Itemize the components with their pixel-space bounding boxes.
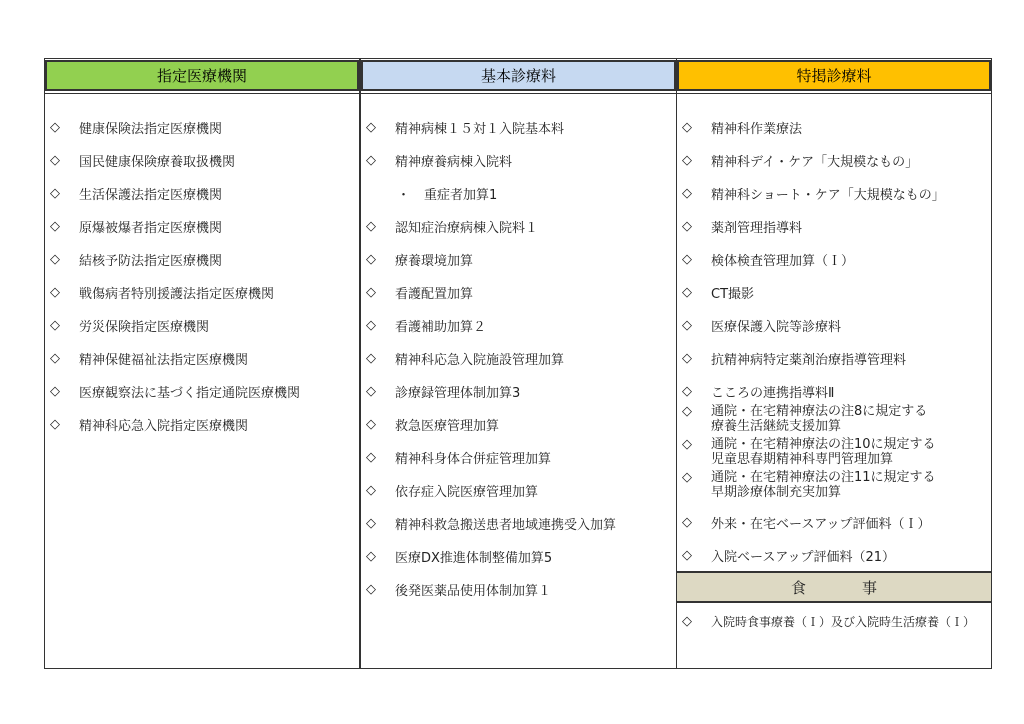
list-item [45, 282, 359, 302]
list-item [361, 249, 676, 269]
list-item [677, 249, 991, 269]
list-item [361, 183, 676, 203]
diamond-bullet-icon: ◇ [366, 515, 376, 531]
list-item-label: 戦傷病者特別援護法指定医療機関 [79, 286, 275, 302]
list-item-label: 医療保護入院等診療料 [711, 319, 842, 335]
list-item-label: 看護配置加算 [395, 286, 474, 302]
list-item [361, 348, 676, 368]
list-item [45, 117, 359, 137]
diamond-bullet-icon: ◇ [366, 119, 376, 135]
list-item [677, 470, 991, 502]
diamond-bullet-icon: ◇ [366, 548, 376, 564]
list-item [677, 348, 991, 368]
diamond-bullet-icon: ◇ [682, 152, 692, 168]
list-item-label: 通院・在宅精神療法の注10に規定する 児童思春期精神科専門管理加算 [711, 437, 936, 467]
list-item [361, 447, 676, 467]
list-item-label: 精神科ショート・ケア「大規模なもの」 [711, 187, 945, 203]
bullet-dot-icon: ・ [397, 187, 411, 203]
list-item [677, 437, 991, 469]
list-item [45, 414, 359, 434]
list-item-label: 検体検査管理加算（Ｉ） [711, 253, 855, 269]
list-item [45, 249, 359, 269]
diamond-bullet-icon: ◇ [366, 152, 376, 168]
column-header: 指定医療機関 [45, 60, 359, 91]
list-item [45, 315, 359, 335]
list-item [45, 150, 359, 170]
list-item [677, 381, 991, 401]
diamond-bullet-icon: ◇ [682, 185, 692, 201]
diamond-bullet-icon: ◇ [366, 284, 376, 300]
list-item-label: 入院ベースアップ評価料（21） [711, 549, 895, 565]
meal-header-right: 事 [862, 578, 878, 597]
list-item-label: 抗精神病特定薬剤治療指導管理料 [711, 352, 907, 368]
list-item-label: 精神科救急搬送患者地域連携受入加算 [395, 517, 617, 533]
list-item [361, 480, 676, 500]
diamond-bullet-icon: ◇ [366, 251, 376, 267]
divider [45, 93, 359, 94]
list-item-label: 重症者加算1 [424, 187, 498, 203]
diamond-bullet-icon: ◇ [366, 581, 376, 597]
list-item-label: 結核予防法指定医療機関 [79, 253, 223, 269]
diamond-bullet-icon: ◇ [366, 350, 376, 366]
list-item [361, 381, 676, 401]
list-item [45, 216, 359, 236]
diamond-bullet-icon: ◇ [366, 449, 376, 465]
diamond-bullet-icon: ◇ [682, 470, 692, 485]
list-item-label: 国民健康保険療養取扱機関 [79, 154, 236, 170]
list-item [45, 348, 359, 368]
list-item-label: 医療DX推進体制整備加算5 [395, 550, 553, 566]
list-item [361, 414, 676, 434]
list-item-label: 後発医薬品使用体制加算１ [395, 583, 552, 599]
list-item-label: 救急医療管理加算 [395, 418, 500, 434]
list-item-label: 労災保険指定医療機関 [79, 319, 210, 335]
list-item-label: 通院・在宅精神療法の注8に規定する 療養生活継続支援加算 [711, 404, 928, 434]
diamond-bullet-icon: ◇ [366, 317, 376, 333]
column-header: 特掲診療料 [677, 60, 991, 91]
meal-header [677, 571, 991, 603]
list-item [677, 150, 991, 170]
list-item-label: 認知症治療病棟入院料１ [395, 220, 539, 236]
diamond-bullet-icon: ◇ [682, 547, 692, 563]
diamond-bullet-icon: ◇ [682, 284, 692, 300]
list-item-label: 精神科応急入院施設管理加算 [395, 352, 565, 368]
diamond-bullet-icon: ◇ [682, 317, 692, 333]
list-item [677, 512, 991, 532]
diamond-bullet-icon: ◇ [50, 317, 60, 333]
diamond-bullet-icon: ◇ [50, 218, 60, 234]
list-item [361, 315, 676, 335]
divider [677, 93, 991, 94]
list-item-label: 看護補助加算２ [395, 319, 487, 335]
list-item-label: 外来・在宅ベースアップ評価料（Ｉ） [711, 516, 931, 532]
list-item-label: 精神療養病棟入院料 [395, 154, 513, 170]
divider [361, 93, 676, 94]
diamond-bullet-icon: ◇ [50, 383, 60, 399]
list-item-label: 診療録管理体制加算3 [395, 385, 521, 401]
meal-item [677, 611, 991, 631]
list-item-label: 生活保護法指定医療機関 [79, 187, 223, 203]
list-item [361, 546, 676, 566]
list-item [677, 117, 991, 137]
diamond-bullet-icon: ◇ [682, 218, 692, 234]
column-header: 基本診療料 [361, 60, 676, 91]
diamond-bullet-icon: ◇ [50, 185, 60, 201]
list-item [361, 513, 676, 533]
list-item-label: 精神科身体合併症管理加算 [395, 451, 552, 467]
list-item [361, 117, 676, 137]
list-item-label: こころの連携指導料Ⅱ [711, 385, 835, 401]
diamond-bullet-icon: ◇ [366, 383, 376, 399]
diamond-bullet-icon: ◇ [682, 350, 692, 366]
list-item-label: 精神科デイ・ケア「大規模なもの」 [711, 154, 919, 170]
list-item [361, 579, 676, 599]
diamond-bullet-icon: ◇ [682, 119, 692, 135]
list-item-label: 通院・在宅精神療法の注11に規定する 早期診療体制充実加算 [711, 470, 936, 500]
list-item [677, 183, 991, 203]
list-item [677, 545, 991, 565]
list-item-label: 健康保険法指定医療機関 [79, 121, 223, 137]
list-item-label: 精神保健福祉法指定医療機関 [79, 352, 249, 368]
meal-item-label: 入院時食事療養（Ｉ）及び入院時生活療養（Ｉ） [711, 614, 976, 629]
list-item [677, 315, 991, 335]
diamond-bullet-icon: ◇ [50, 152, 60, 168]
diamond-bullet-icon: ◇ [50, 350, 60, 366]
list-item [677, 282, 991, 302]
diamond-bullet-icon: ◇ [366, 416, 376, 432]
column-basic-fees [361, 59, 677, 668]
list-item-label: CT撮影 [711, 286, 755, 302]
diamond-bullet-icon: ◇ [682, 383, 692, 399]
list-item [45, 381, 359, 401]
list-item-label: 医療観察法に基づく指定通院医療機関 [79, 385, 301, 401]
diamond-bullet-icon: ◇ [682, 437, 692, 452]
diamond-bullet-icon: ◇ [682, 404, 692, 419]
list-item-label: 療養環境加算 [395, 253, 474, 269]
list-item-label: 精神病棟１５対１入院基本料 [395, 121, 565, 137]
diamond-bullet-icon: ◇ [50, 119, 60, 135]
list-item-label: 精神科応急入院指定医療機関 [79, 418, 249, 434]
list-item [361, 282, 676, 302]
list-item-label: 依存症入院医療管理加算 [395, 484, 539, 500]
diamond-bullet-icon: ◇ [366, 482, 376, 498]
list-item [45, 183, 359, 203]
diamond-bullet-icon: ◇ [50, 251, 60, 267]
diamond-bullet-icon: ◇ [50, 416, 60, 432]
diamond-bullet-icon: ◇ [682, 613, 692, 629]
list-item [361, 150, 676, 170]
list-item [677, 216, 991, 236]
meal-header-left: 食 [790, 578, 806, 597]
list-item-label: 薬剤管理指導料 [711, 220, 803, 236]
list-item-label: 精神科作業療法 [711, 121, 803, 137]
column-designated-institutions [45, 59, 361, 668]
diamond-bullet-icon: ◇ [682, 514, 692, 530]
diamond-bullet-icon: ◇ [366, 218, 376, 234]
list-item-label: 原爆被爆者指定医療機関 [79, 220, 223, 236]
diamond-bullet-icon: ◇ [682, 251, 692, 267]
list-item [677, 404, 991, 436]
diamond-bullet-icon: ◇ [50, 284, 60, 300]
column-special-fees [677, 59, 991, 668]
list-item [361, 216, 676, 236]
service-table [44, 58, 992, 669]
